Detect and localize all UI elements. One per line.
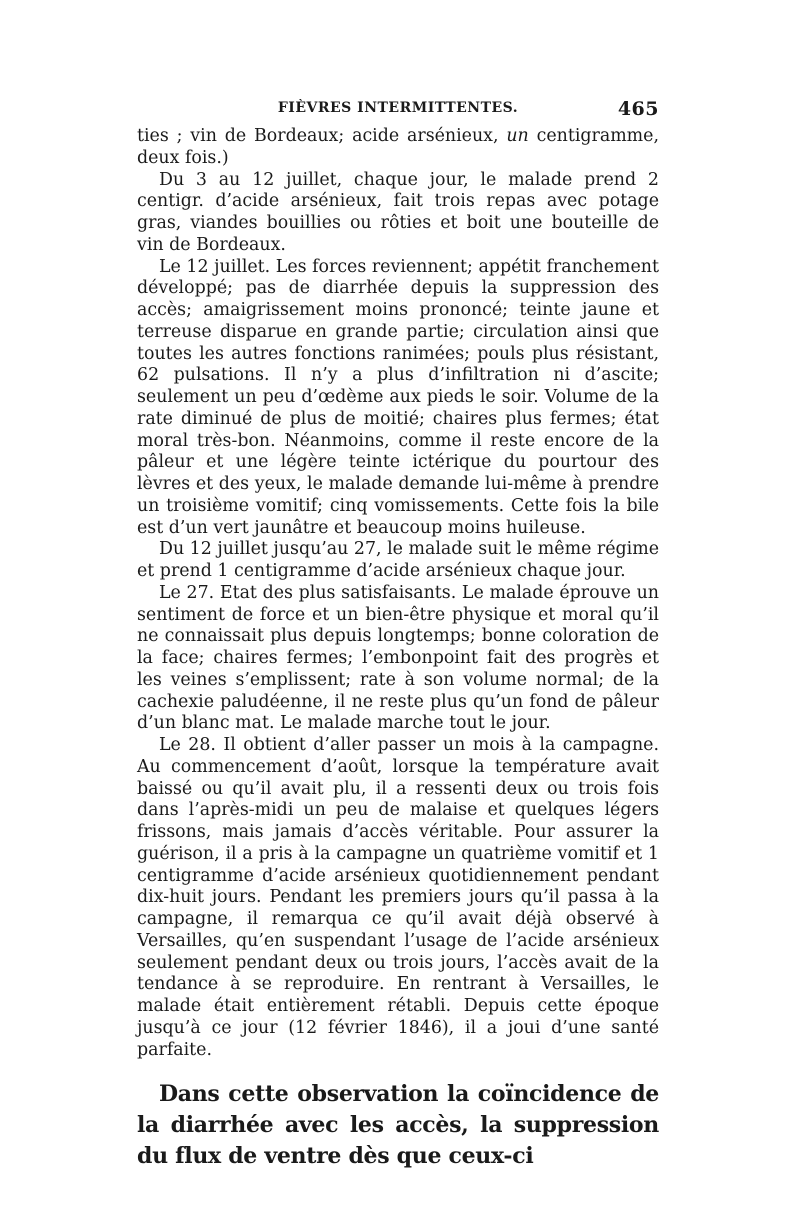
page-header <box>137 98 659 126</box>
paragraph-continuation <box>137 126 659 170</box>
book-page <box>137 98 659 1172</box>
conclusion-paragraph: Dans cette observation la coïncidence de la diarrhée avec les accès, la suppression du flux de ventre dès que ceux-ci <box>137 1081 659 1170</box>
paragraph-text-pre: ties ; vin de Bordeaux; acide arsénieux, <box>137 126 507 146</box>
paragraph-july-12: Le 12 juillet. Les forces reviennent; appétit franchement développé; pas de diarrhée depuis la suppression des accès; amaigrissement moins prononcé; teinte jaune et terreuse disparue en grande partie; circulation ainsi que toutes les autres fonctions ranimées; pouls plus résistant, 62 pulsations. Il n’y a plus d’infiltration ni d’ascite; seulement un peu d’œdème aux pieds le soir. Volume de la rate diminué de plus de moitié; chaires plus fermes; état moral très-bon. Néanmoins, comme il reste encore de la pâleur et une légère teinte ictérique du pourtour des lèvres et des yeux, le malade demande lui-même à prendre un troisième vomitif; cinq vomissements. Cette fois la bile est d’un vert jaunâtre et beaucoup moins huileuse. <box>137 256 659 538</box>
page-number: 465 <box>617 98 659 120</box>
running-title: FIÈVRES INTERMITTENTES. <box>277 100 519 116</box>
conclusion-section <box>137 1079 659 1172</box>
paragraph-text-post: centigramme, deux fois.) <box>137 126 659 168</box>
body-text <box>137 126 659 1061</box>
paragraph-july-28: Le 28. Il obtient d’aller passer un mois à la campagne. Au commencement d’août, lorsque la température avait baissé ou qu’il avait plu, il a ressenti deux ou trois fois dans l’après-midi un peu de malaise et quelques légers frissons, mais jamais d’accès véritable. Pour assurer la guérison, il a pris à la campagne un quatrième vomitif et 1 centigramme d’acide arsénieux quotidiennement pendant dix-huit jours. Pendant les premiers jours qu’il passa à la campagne, il remarqua ce qu’il avait déjà observé à Versailles, qu’en suspendant l’usage de l’acide arsénieux seulement pendant deux ou trois jours, l’accès avait de la tendance à se reproduire. En rentrant à Versailles, le malade était entièrement rétabli. Depuis cette époque jusqu’à ce jour (12 février 1846), il a joui d’une santé parfaite. <box>137 735 659 1060</box>
paragraph-july-3-12: Du 3 au 12 juillet, chaque jour, le malade prend 2 centigr. d’acide arsénieux, fait trois repas avec potage gras, viandes bouillies ou rôties et boit une bouteille de vin de Bordeaux. <box>137 169 659 255</box>
paragraph-july-27: Le 27. Etat des plus satisfaisants. Le malade éprouve un sentiment de force et un bien-être physique et moral qu’il ne connaissait plus depuis longtemps; bonne coloration de la face; chaires fermes; l’embonpoint fait des progrès et les veines s’emplissent; rate à son volume normal; de la cachexie paludéenne, il ne reste plus qu’un fond de pâleur d’un blanc mat. Le malade marche tout le jour. <box>137 582 659 734</box>
paragraph-july-12-27: Du 12 juillet jusqu’au 27, le malade suit le même régime et prend 1 centigramme d’acide arsénieux chaque jour. <box>137 539 659 581</box>
italic-word: un <box>506 126 529 146</box>
